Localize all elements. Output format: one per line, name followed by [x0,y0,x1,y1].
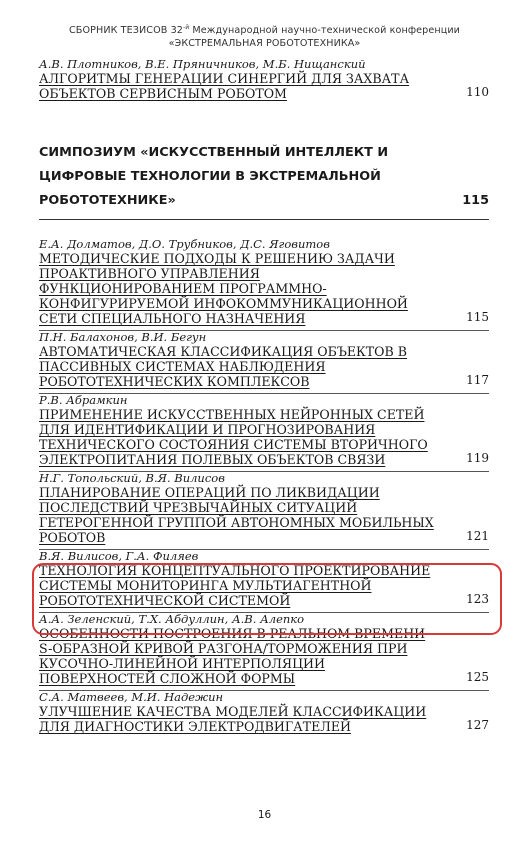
entry-title[interactable]: УЛУЧШЕНИЕ КАЧЕСТВА МОДЕЛЕЙ КЛАССИФИКАЦИИ ДЛЯ ДИАГНОСТИКИ ЭЛЕКТРОДВИГАТЕЛЕЙ [39,704,427,734]
symposium-page: 115 [462,193,489,208]
page-number: 16 [257,809,272,821]
entry-page: 117 [466,373,489,387]
entry-title[interactable]: АЛГОРИТМЫ ГЕНЕРАЦИИ СИНЕРГИЙ ДЛЯ ЗАХВАТА ОБЪЕКТОВ СЕРВИСНЫМ РОБОТОМ [39,71,410,101]
header-line-1 [0,24,529,37]
entry-page: 121 [466,529,489,543]
symposium-title: СИМПОЗИУМ «ИСКУССТВЕННЫЙ ИНТЕЛЛЕКТ И ЦИФРОВЫЕ ТЕХНОЛОГИИ В ЭКСТРЕМАЛЬНОЙ РОБОТОТЕХНИКЕ» [39,145,389,208]
entry-title[interactable]: МЕТОДИЧЕСКИЕ ПОДХОДЫ К РЕШЕНИЮ ЗАДАЧИ ПРОАКТИВНОГО УПРАВЛЕНИЯ ФУНКЦИОНИРОВАНИЕМ ПРОГРАММНО-КОНФИГУРИРУЕМОЙ ИНФОКОММУНИКАЦИОННОЙ СЕТИ СПЕЦИАЛЬНОГО НАЗНАЧЕНИЯ [39,251,408,326]
highlight-frame [32,563,502,635]
entry-authors: А.В. Плотников, В.Е. Пряничников, М.Б. Нищанский [39,57,366,71]
toc-entry[interactable] [39,394,489,467]
header-superscript: -й [183,24,190,31]
entry-title[interactable]: ОСОБЕННОСТИ ПОСТРОЕНИЯ В РЕАЛЬНОМ ВРЕМЕНИ S-ОБРАЗНОЙ КРИВОЙ РАЗГОНА/ТОРМОЖЕНИЯ ПРИ КУСОЧНО-ЛИНЕЙНОЙ ИНТЕРПОЛЯЦИИ ПОВЕРХНОСТЕЙ СЛОЖНОЙ ФОРМЫ [39,626,426,686]
entry-page: 119 [466,451,489,465]
entry-title[interactable]: ТЕХНОЛОГИЯ КОНЦЕПТУАЛЬНОГО ПРОЕКТИРОВАНИЕ СИСТЕМЫ МОНИТОРИНГА МУЛЬТИАГЕНТНОЙ РОБОТОТЕХНИЧЕСКОЙ СИСТЕМОЙ [39,563,431,608]
entry-page: 110 [466,85,489,99]
entry-authors: Н.Г. Топольский, В.Я. Вилисов [39,471,225,485]
header-line-2: «ЭКСТРЕМАЛЬНАЯ РОБОТОТЕХНИКА» [168,38,361,49]
toc-entry[interactable] [39,472,489,545]
entry-authors: В.Я. Вилисов, Г.А. Филяев [39,549,199,563]
entry-page: 115 [466,310,489,324]
entry-title[interactable]: ПЛАНИРОВАНИЕ ОПЕРАЦИЙ ПО ЛИКВИДАЦИИ ПОСЛЕДСТВИЙ ЧРЕЗВЫЧАЙНЫХ СИТУАЦИЙ ГЕТЕРОГЕННОЙ ГРУППОЙ АВТОНОМНЫХ МОБИЛЬНЫХ РОБОТОВ [39,485,434,545]
toc-entry[interactable] [39,331,489,389]
entry-page: 123 [466,592,489,606]
toc-entry[interactable] [39,58,489,101]
entry-page: 127 [466,718,489,732]
toc-entry[interactable] [39,238,489,326]
entry-authors: Р.В. Абрамкин [39,393,128,407]
running-header [0,24,529,50]
entry-authors: Е.А. Долматов, Д.О. Трубников, Д.С. Яговитов [39,237,330,251]
toc-entry[interactable] [39,691,489,734]
entry-authors: А.А. Зеленский, Т.Х. Абдуллин, А.В. Алепко [39,612,305,626]
symposium-heading [39,141,489,213]
entry-page: 125 [466,670,489,684]
entry-authors: С.А. Матвеев, М.И. Надежин [39,690,224,704]
entry-authors: П.Н. Балахонов, В.И. Бегун [39,330,207,344]
header-line-1-prefix: СБОРНИК ТЕЗИСОВ 32 [68,25,183,36]
entry-title[interactable]: АВТОМАТИЧЕСКАЯ КЛАССИФИКАЦИЯ ОБЪЕКТОВ В ПАССИВНЫХ СИСТЕМАХ НАБЛЮДЕНИЯ РОБОТОТЕХНИЧЕСКИХ КОМПЛЕКСОВ [39,344,408,389]
symposium-rule [39,219,489,220]
header-line-1-suffix: Международной научно-технической конференции [189,25,460,36]
entry-title[interactable]: ПРИМЕНЕНИЕ ИСКУССТВЕННЫХ НЕЙРОННЫХ СЕТЕЙ ДЛЯ ИДЕНТИФИКАЦИИ И ПРОГНОЗИРОВАНИЯ ТЕХНИЧЕСКОГО СОСТОЯНИЯ СИСТЕМЫ ВТОРИЧНОГО ЭЛЕКТРОПИТАНИЯ ПОЛЕВЫХ ОБЪЕКТОВ СВЯЗИ [39,407,428,467]
